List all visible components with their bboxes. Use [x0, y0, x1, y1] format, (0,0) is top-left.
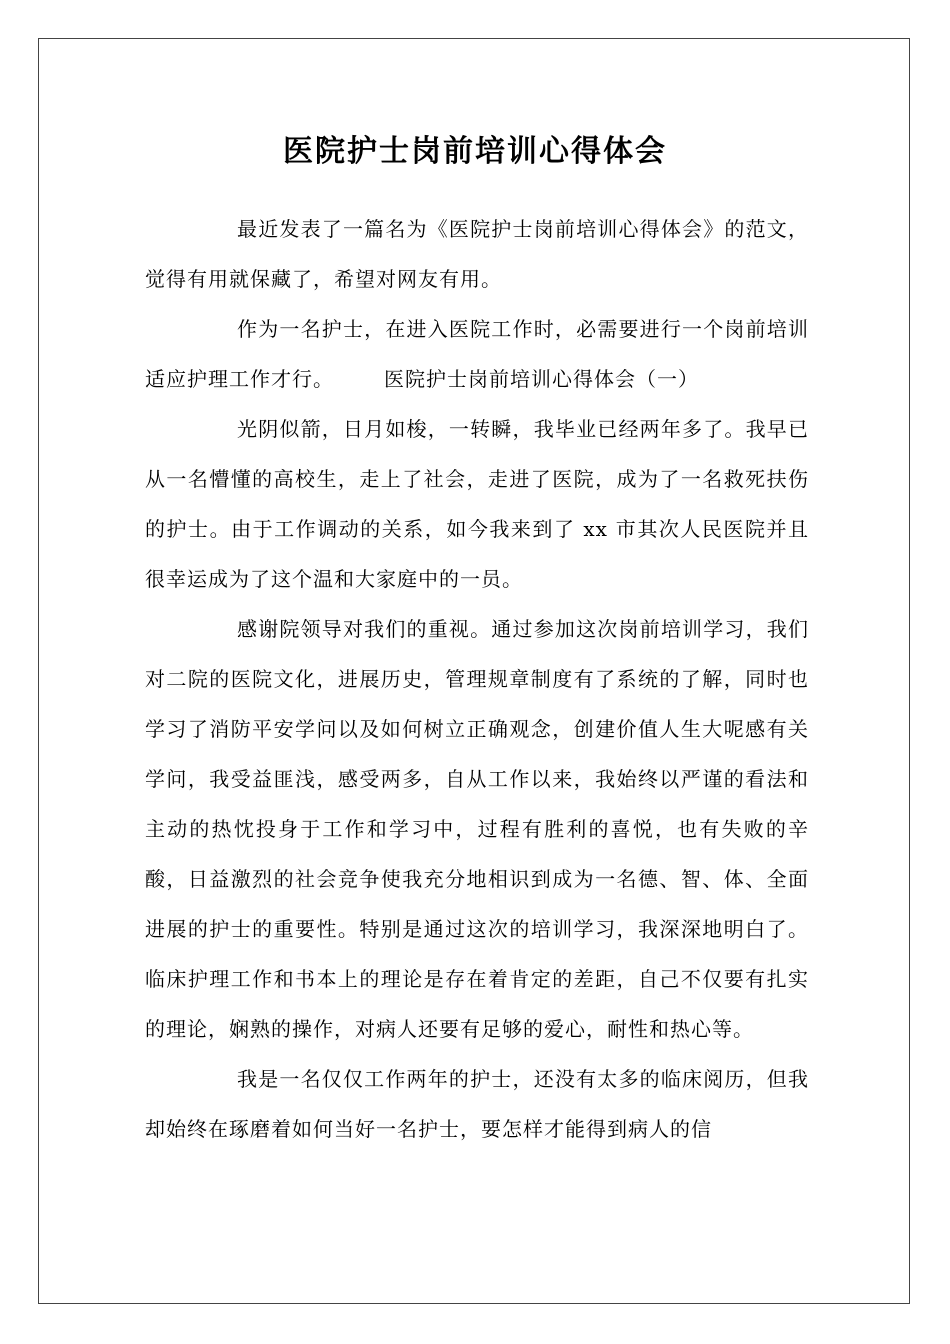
paragraph: [145, 304, 809, 404]
paragraph-text: 光阴似箭，日月如梭，一转瞬，我毕业已经两年多了。我早已从一名懵懂的高校生，走上了社会，走进了医院，成为了一名救死扶伤的护士。由于工作调动的关系，如今我来到了 xx 市其次人民医院并且很幸运成为了这个温和大家庭中的一员。: [145, 417, 809, 591]
document-title: 医院护士岗前培训心得体会: [283, 134, 667, 169]
paragraph-text: 我是一名仅仅工作两年的护士，还没有太多的临床阅历，但我却始终在琢磨着如何当好一名护士，要怎样才能得到病人的信: [145, 1067, 809, 1141]
document-body: [145, 204, 809, 1154]
paragraph-text: 作为一名护士，在进入医院工作时，必需要进行一个岗前培训适应护理工作才行。: [145, 317, 809, 391]
paragraph: [145, 604, 809, 1054]
paragraph: [145, 1054, 809, 1154]
section-heading: 医院护士岗前培训心得体会（一）: [384, 367, 699, 391]
paragraph-text: 感谢院领导对我们的重视。通过参加这次岗前培训学习，我们对二院的医院文化，进展历史，管理规章制度有了系统的了解，同时也学习了消防平安学问以及如何树立正确观念，创建价值人生大呢感有关学问，我受益匪浅，感受两多，自从工作以来，我始终以严谨的看法和主动的热忱投身于工作和学习中，过程有胜利的喜悦，也有失败的辛酸，日益激烈的社会竞争使我充分地相识到成为一名德、智、体、全面进展的护士的重要性。特别是通过这次的培训学习，我深深地明白了。临床护理工作和书本上的理论是存在着肯定的差距，自己不仅要有扎实的理论，娴熟的操作，对病人还要有足够的爱心，耐性和热心等。: [145, 617, 809, 1041]
paragraph-text: 最近发表了一篇名为《医院护士岗前培训心得体会》的范文，觉得有用就保藏了，希望对网友有用。: [145, 217, 809, 291]
paragraph: [145, 404, 809, 604]
paragraph: [145, 204, 809, 304]
